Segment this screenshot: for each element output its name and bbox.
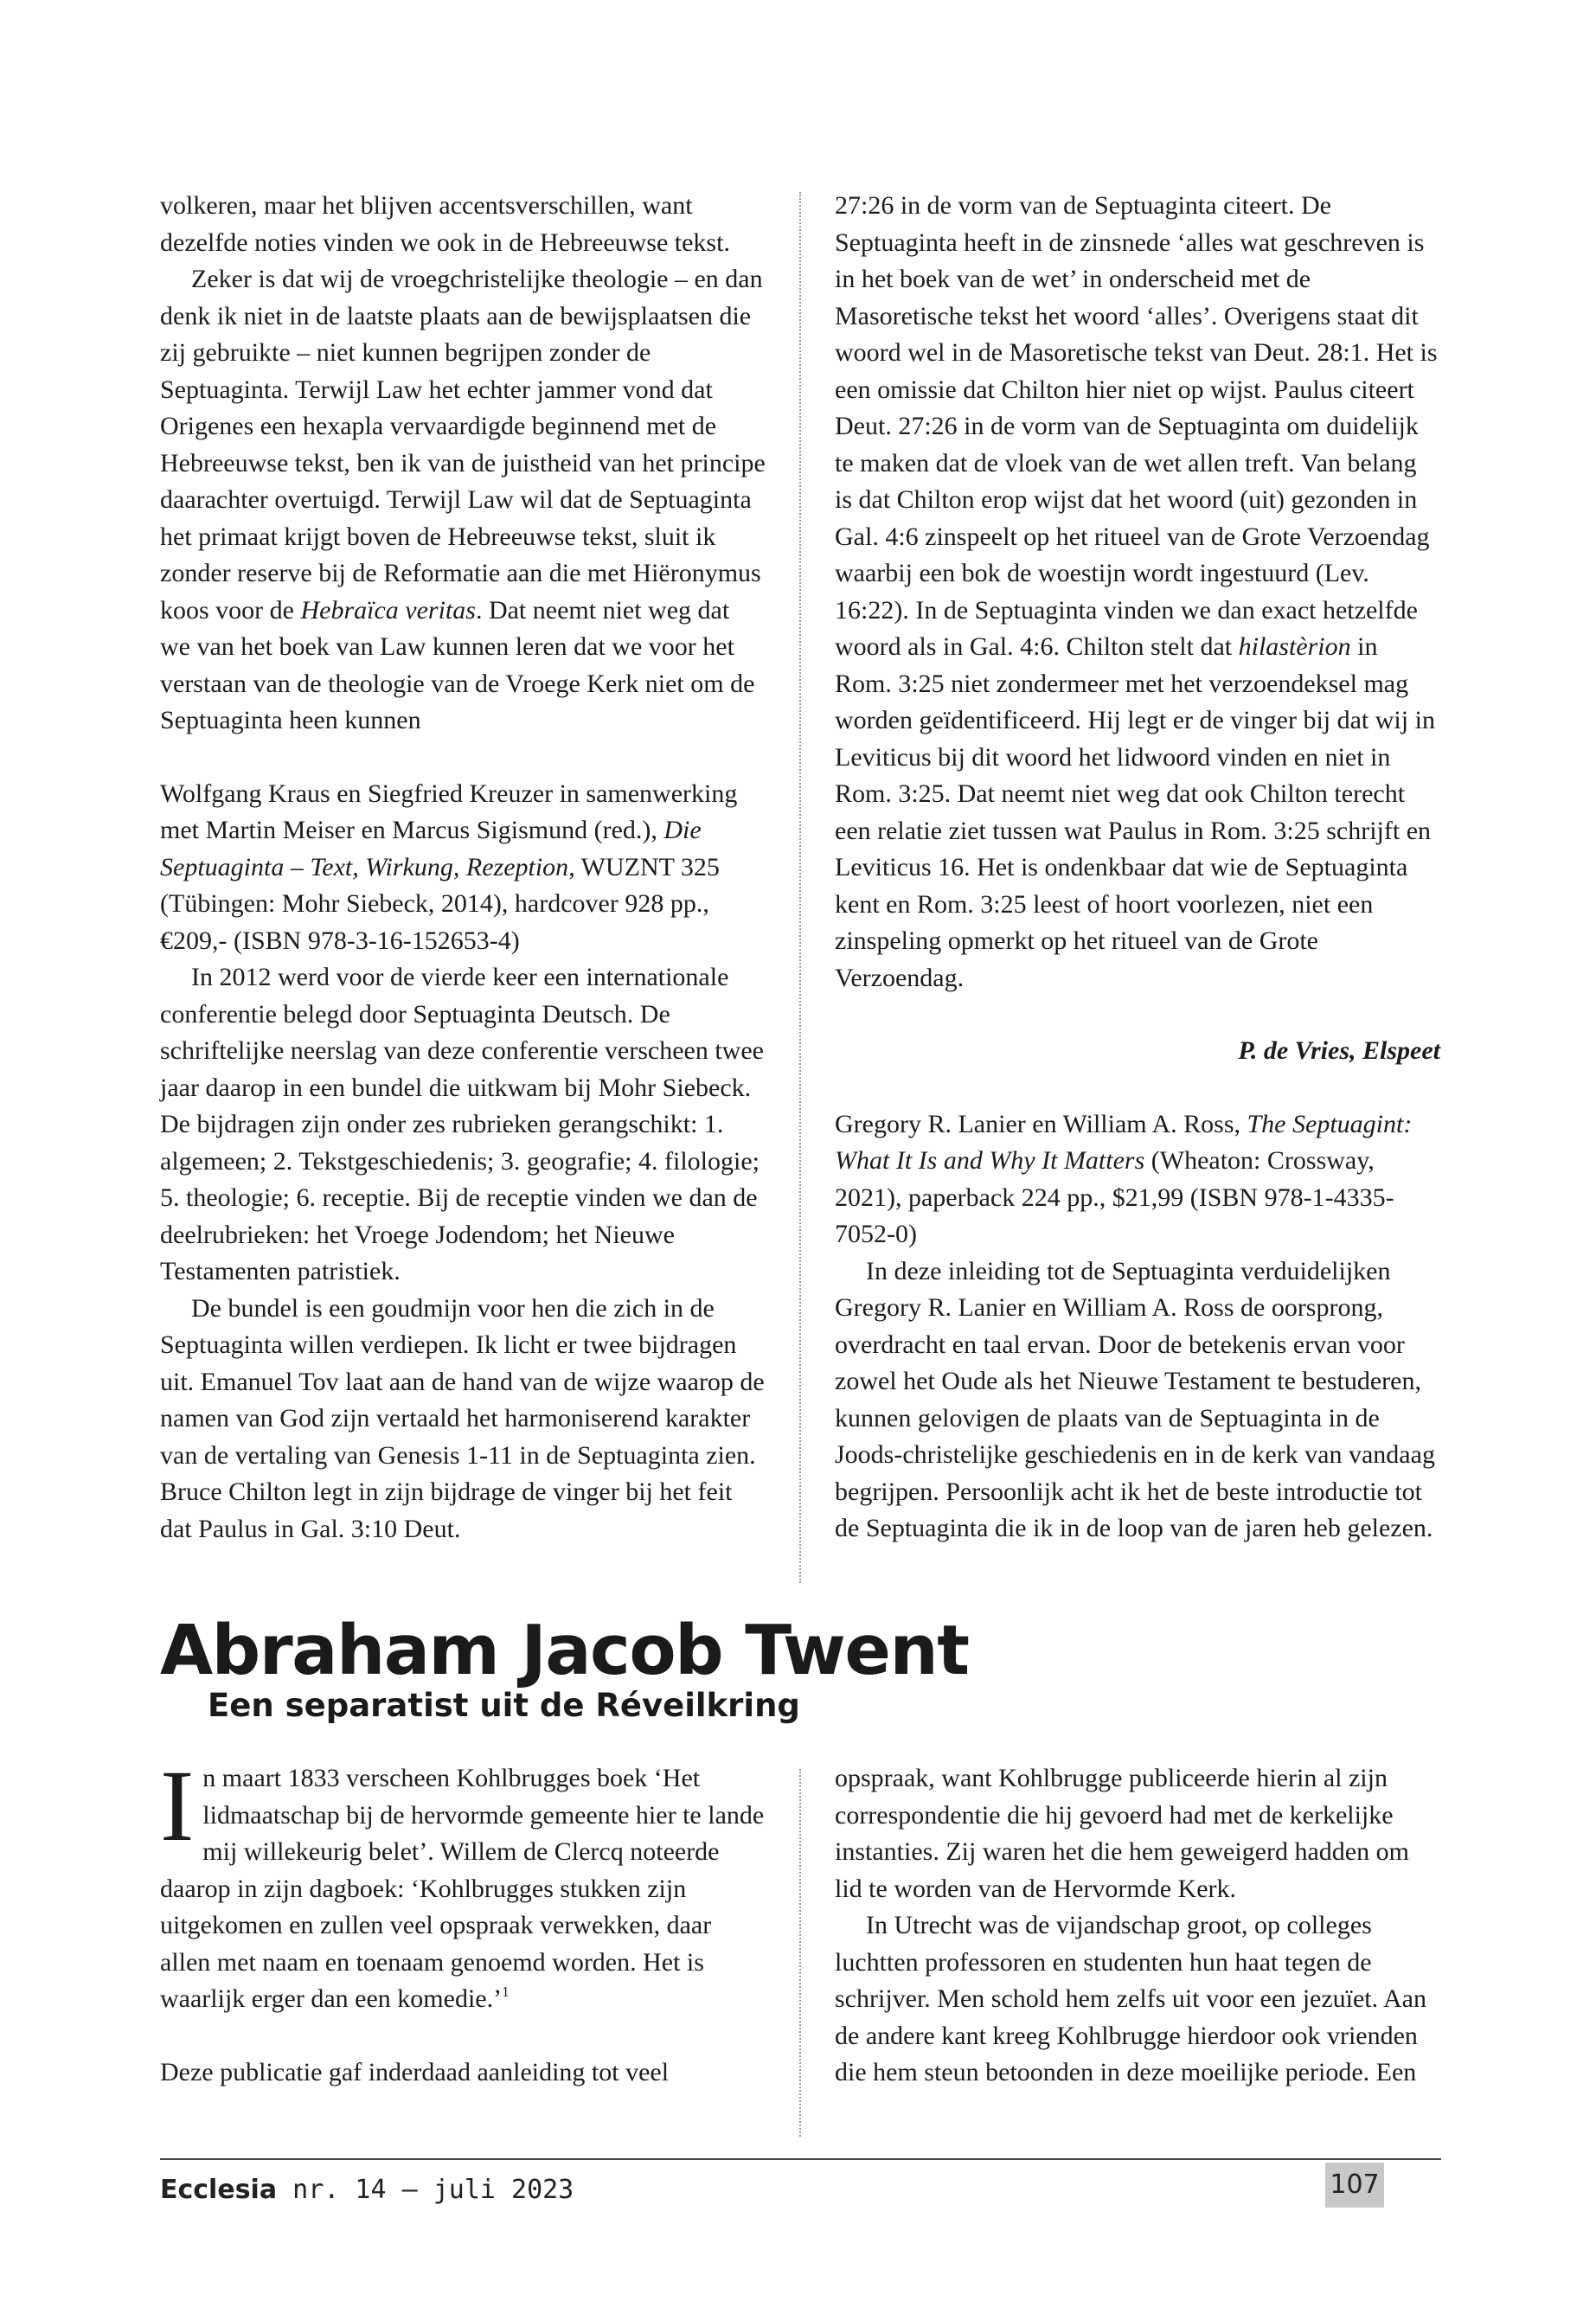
drop-cap: I bbox=[160, 1749, 195, 1862]
left-column-article bbox=[160, 1749, 766, 2091]
book-title: Die Septuaginta – Text, Wirkung, Rezeption bbox=[160, 816, 702, 881]
book-bibliography bbox=[160, 776, 766, 960]
text-run: (Wheaton: Crossway, 2021), paperback 224 pp., $21,99 (ISBN 978-1-4335-7052-0) bbox=[835, 1146, 1394, 1248]
review-signature: P. de Vries, Elspeet bbox=[1238, 1036, 1440, 1065]
text-run: in Rom. 3:25 niet zondermeer met het verzoendeksel mag worden geïdentificeerd. Hij legt er de vinger bij dat wij in Leviticus bij dit woord het lidwoord vinden en niet in Rom. 3:25. Dat neemt niet weg dat ook Chilton terecht een relatie ziet tussen wat Paulus in Rom. 3:25 schrijft en Leviticus 16. Het is ondenkbaar dat wie de Septuaginta kent en Rom. 3:25 leest of hoort voorlezen, niet een zinspeling opmerkt op het ritueel van de Grote Verzoendag. bbox=[835, 632, 1435, 992]
footnote-ref: 1 bbox=[502, 1984, 510, 2000]
text-run: Wolfgang Kraus en Siegfried Kreuzer in samenwerking met Martin Meiser en Marcus Sigismund (red.), bbox=[160, 779, 738, 844]
article-title: Abraham Jacob Twent bbox=[160, 1611, 969, 1690]
footer-rule bbox=[160, 2158, 1441, 2160]
text-run: n maart 1833 verscheen Kohlbrugges boek ‘Het lidmaatschap bij de hervormde gemeente hier te lande mij willekeurig belet’. Willem de Clercq noteerde daarop in zijn dagboek: ‘Kohlbrugges stukken zijn uitgekomen en zullen veel opspraak verwekken, daar allen met naam en toenaam genoemd worden. Het is waarlijk erger dan een komedie.’ bbox=[160, 1764, 765, 2013]
column-divider bbox=[799, 1769, 801, 2137]
paragraph bbox=[160, 261, 766, 740]
column-divider bbox=[799, 192, 801, 1583]
article-subtitle: Een separatist uit de Réveilkring bbox=[208, 1687, 800, 1724]
right-column-article bbox=[835, 1760, 1440, 2092]
paragraph: opspraak, want Kohlbrugge publiceerde hierin al zijn correspondentie die hij gevoerd had met de kerkelijke instanties. Zij waren het die hem geweigerd hadden om lid te worden van de Hervormde Kerk. bbox=[835, 1764, 1409, 1903]
paragraph: Deze publicatie gaf inderdaad aanleiding tot veel bbox=[160, 2057, 670, 2086]
book-title: The Septuagint: What It Is and Why It Matters bbox=[835, 1109, 1413, 1175]
paragraph: volkeren, maar het blijven accentsverschillen, want dezelfde noties vinden we ook in de Hebreeuwse tekst. bbox=[160, 191, 730, 257]
issue-info: nr. 14 – juli 2023 bbox=[277, 2175, 574, 2205]
italic-term: hilastèrion bbox=[1238, 632, 1351, 661]
footer bbox=[160, 2173, 574, 2208]
paragraph: De bundel is een goudmijn voor hen die zich in de Septuaginta willen verdiepen. Ik licht er twee bijdragen uit. Emanuel Tov laat aan de hand van de wijze waarop de namen van God zijn vertaald het harmoniserend karakter van de vertaling van Genesis 1-11 in de Septuaginta zien. Bruce Chilton legt in zijn bijdrage de vinger bij het feit dat Paulus in Gal. 3:10 Deut. bbox=[160, 1293, 765, 1543]
paragraph bbox=[160, 1749, 766, 2018]
text-run: Zeker is dat wij de vroegchristelijke theologie – en dan denk ik niet in de laatste plaats aan de bewijsplaatsen die zij gebruikte – niet kunnen begrijpen zonder de Septuaginta. Terwijl Law het echter jammer vond dat Origenes een hexapla vervaardigde beginnend met de Hebreeuwse tekst, ben ik van de juistheid van het principe daarachter overtuigd. Terwijl Law wil dat de Septuaginta het primaat krijgt boven de Hebreeuwse tekst, sluit ik zonder reserve bij de Reformatie aan die met Hiëronymus koos voor de bbox=[160, 265, 766, 625]
journal-name: Ecclesia bbox=[160, 2175, 278, 2205]
paragraph: In deze inleiding tot de Septuaginta verduidelijken Gregory R. Lanier en William A. Ross de oorsprong, overdracht en taal ervan. Door de betekenis ervan voor zowel het Oude als het Nieuwe Testament te bestuderen, kunnen gelovigen de plaats van de Septuaginta in de Joods-christelijke geschiedenis en in de kerk van vandaag begrijpen. Persoonlijk acht ik het de beste introductie tot de Septuaginta die ik in de loop van de jaren heb gelezen. bbox=[835, 1256, 1435, 1542]
right-column-top bbox=[835, 188, 1440, 1548]
text-run: Gregory R. Lanier en William A. Ross, bbox=[835, 1109, 1247, 1138]
italic-term: Hebraïca veritas bbox=[300, 595, 476, 625]
text-run: . Dat neemt niet weg dat we van het boek van Law kunnen leren dat we voor het verstaan van de theologie van de Vroege Kerk niet om de Septuaginta heen kunnen bbox=[160, 595, 755, 734]
paragraph: In Utrecht was de vijandschap groot, op colleges luchtten professoren en studenten hun haat tegen de schrijver. Men schold hem zelfs uit voor een jezuïet. Aan de andere kant kreeg Kohlbrugge hierdoor ook vrienden die hem steun betoonden in deze moeilijke periode. Een bbox=[835, 1911, 1426, 2086]
text-run: 27:26 in de vorm van de Septuaginta citeert. De Septuaginta heeft in de zinsnede ‘alles wat geschreven is in het boek van de wet’ in onderscheid met de Masoretische tekst het woord ‘alles’. Overigens staat dit woord wel in de Masoretische tekst van Deut. 28:1. Het is een omissie dat Chilton hier niet op wijst. Paulus citeert Deut. 27:26 in de vorm van de Septuaginta om duidelijk te maken dat de vloek van de wet allen treft. Van belang is dat Chilton erop wijst dat het woord (uit) gezonden in Gal. 4:6 zinspeelt op het ritueel van de Grote Verzoendag waarbij een bok de woestijn wordt ingestuurd (Lev. 16:22). In de Septuaginta vinden we dan exact hetzelfde woord als in Gal. 4:6. Chilton stelt dat bbox=[835, 191, 1438, 661]
book-bibliography bbox=[835, 1106, 1440, 1253]
paragraph bbox=[835, 188, 1440, 997]
page-number: 107 bbox=[1325, 2163, 1384, 2208]
text-run: , WUZNT 325 (Tübingen: Mohr Siebeck, 2014), hardcover 928 pp., €209,- (ISBN 978-3-16-152653-4) bbox=[160, 852, 720, 955]
paragraph: In 2012 werd voor de vierde keer een internationale conferentie belegd door Septuaginta Deutsch. De schriftelijke neerslag van deze conferentie verscheen twee jaar daarop in een bundel die uitkwam bij Mohr Siebeck. De bijdragen zijn onder zes rubrieken gerangschikt: 1. algemeen; 2. Tekstgeschiedenis; 3. geografie; 4. filologie; 5. theologie; 6. receptie. Bij de receptie vinden we dan de deelrubrieken: het Vroege Jodendom; het Nieuwe Testamenten patristiek. bbox=[160, 963, 764, 1285]
left-column-top bbox=[160, 188, 766, 1548]
